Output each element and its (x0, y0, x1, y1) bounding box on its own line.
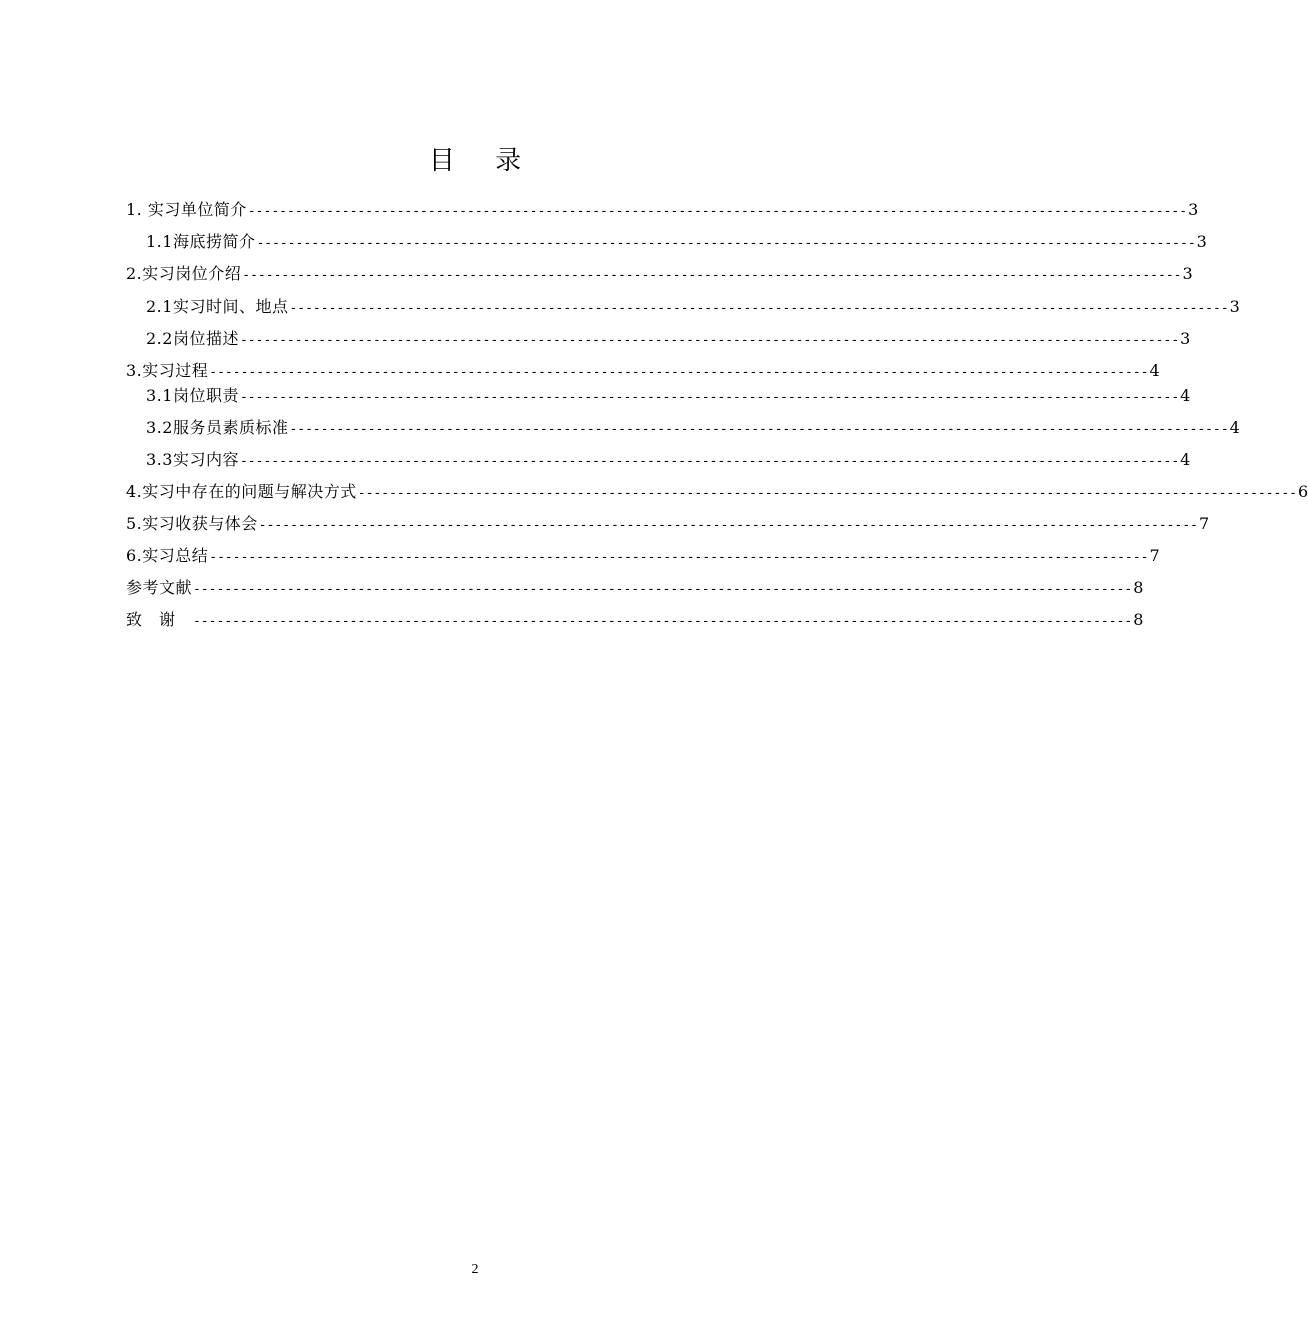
toc-leader: ------------------------------------------------------------------------------------------------------------------------ (239, 333, 1180, 348)
toc-entry[interactable] (126, 359, 1160, 383)
toc-entry-label: 1.1海底捞简介 (146, 232, 256, 251)
toc-leader: ------------------------------------------------------------------------------------------------------------------------ (256, 236, 1196, 251)
toc-entry[interactable] (146, 384, 1191, 408)
toc-entry[interactable] (146, 416, 1240, 440)
toc-entry-page: 4 (1180, 450, 1191, 469)
toc-entry-page: 7 (1149, 546, 1160, 565)
toc-entry-label: 参考文献 (126, 578, 193, 597)
toc-leader: ------------------------------------------------------------------------------------------------------------------------ (247, 204, 1188, 219)
toc-entry[interactable] (126, 262, 1193, 286)
toc-leader: ------------------------------------------------------------------------------------------------------------------------ (193, 582, 1133, 597)
toc-entry[interactable] (126, 198, 1199, 222)
toc-entry-label: 3.1岗位职责 (146, 386, 239, 405)
toc-entry[interactable] (146, 448, 1191, 472)
toc-entry-page: 4 (1229, 418, 1240, 437)
toc-entry-label: 1. 实习单位简介 (126, 200, 247, 219)
toc-entry-page: 6 (1297, 482, 1308, 501)
toc-entry-page: 3 (1188, 200, 1199, 219)
toc-entry-label: 3.实习过程 (126, 361, 209, 380)
toc-entry-page: 8 (1133, 610, 1144, 629)
toc-entry[interactable] (146, 230, 1207, 254)
toc-entry-label: 3.3实习内容 (146, 450, 239, 469)
toc-leader: ------------------------------------------------------------------------------------------------------------------------ (258, 518, 1198, 533)
toc-entry-label: 致 谢 (126, 610, 193, 629)
toc-entry[interactable] (146, 327, 1191, 351)
toc-leader: ------------------------------------------------------------------------------------------------------------------------ (242, 268, 1182, 283)
toc-entry-page: 3 (1182, 264, 1193, 283)
toc-entry-page: 4 (1180, 386, 1191, 405)
toc-entry-label: 2.2岗位描述 (146, 329, 239, 348)
toc-entry-label: 6.实习总结 (126, 546, 209, 565)
toc-title: 目 录 (428, 146, 538, 176)
toc-leader: ------------------------------------------------------------------------------------------------------------------------ (209, 365, 1149, 380)
toc-leader: ------------------------------------------------------------------------------------------------------------------------ (193, 614, 1133, 629)
toc-entry[interactable] (126, 608, 1144, 632)
toc-entry[interactable] (126, 480, 1308, 504)
toc-entry-label: 5.实习收获与体会 (126, 514, 258, 533)
toc-entry-page: 3 (1196, 232, 1207, 251)
toc-leader: ------------------------------------------------------------------------------------------------------------------------ (357, 486, 1297, 501)
toc-entry[interactable] (126, 512, 1210, 536)
toc-leader: ------------------------------------------------------------------------------------------------------------------------ (289, 301, 1229, 316)
toc-entry-page: 3 (1229, 297, 1240, 316)
toc-entry-label: 2.实习岗位介绍 (126, 264, 242, 283)
toc-leader: ------------------------------------------------------------------------------------------------------------------------ (289, 422, 1229, 437)
toc-entry-page: 4 (1149, 361, 1160, 380)
toc-entry[interactable] (126, 576, 1144, 600)
toc-entry-label: 3.2服务员素质标准 (146, 418, 289, 437)
toc-leader: ------------------------------------------------------------------------------------------------------------------------ (239, 390, 1180, 405)
toc-leader: ------------------------------------------------------------------------------------------------------------------------ (239, 454, 1180, 469)
toc-entry[interactable] (126, 544, 1160, 568)
toc-entry-page: 8 (1133, 578, 1144, 597)
toc-entry[interactable] (146, 295, 1240, 319)
toc-leader: ------------------------------------------------------------------------------------------------------------------------ (209, 550, 1149, 565)
page-number: 2 (471, 1262, 479, 1277)
toc-entry-page: 7 (1198, 514, 1210, 533)
toc-entry-label: 4.实习中存在的问题与解决方式 (126, 482, 357, 501)
toc-entry-label: 2.1实习时间、地点 (146, 297, 289, 316)
toc-entry-page: 3 (1180, 329, 1191, 348)
